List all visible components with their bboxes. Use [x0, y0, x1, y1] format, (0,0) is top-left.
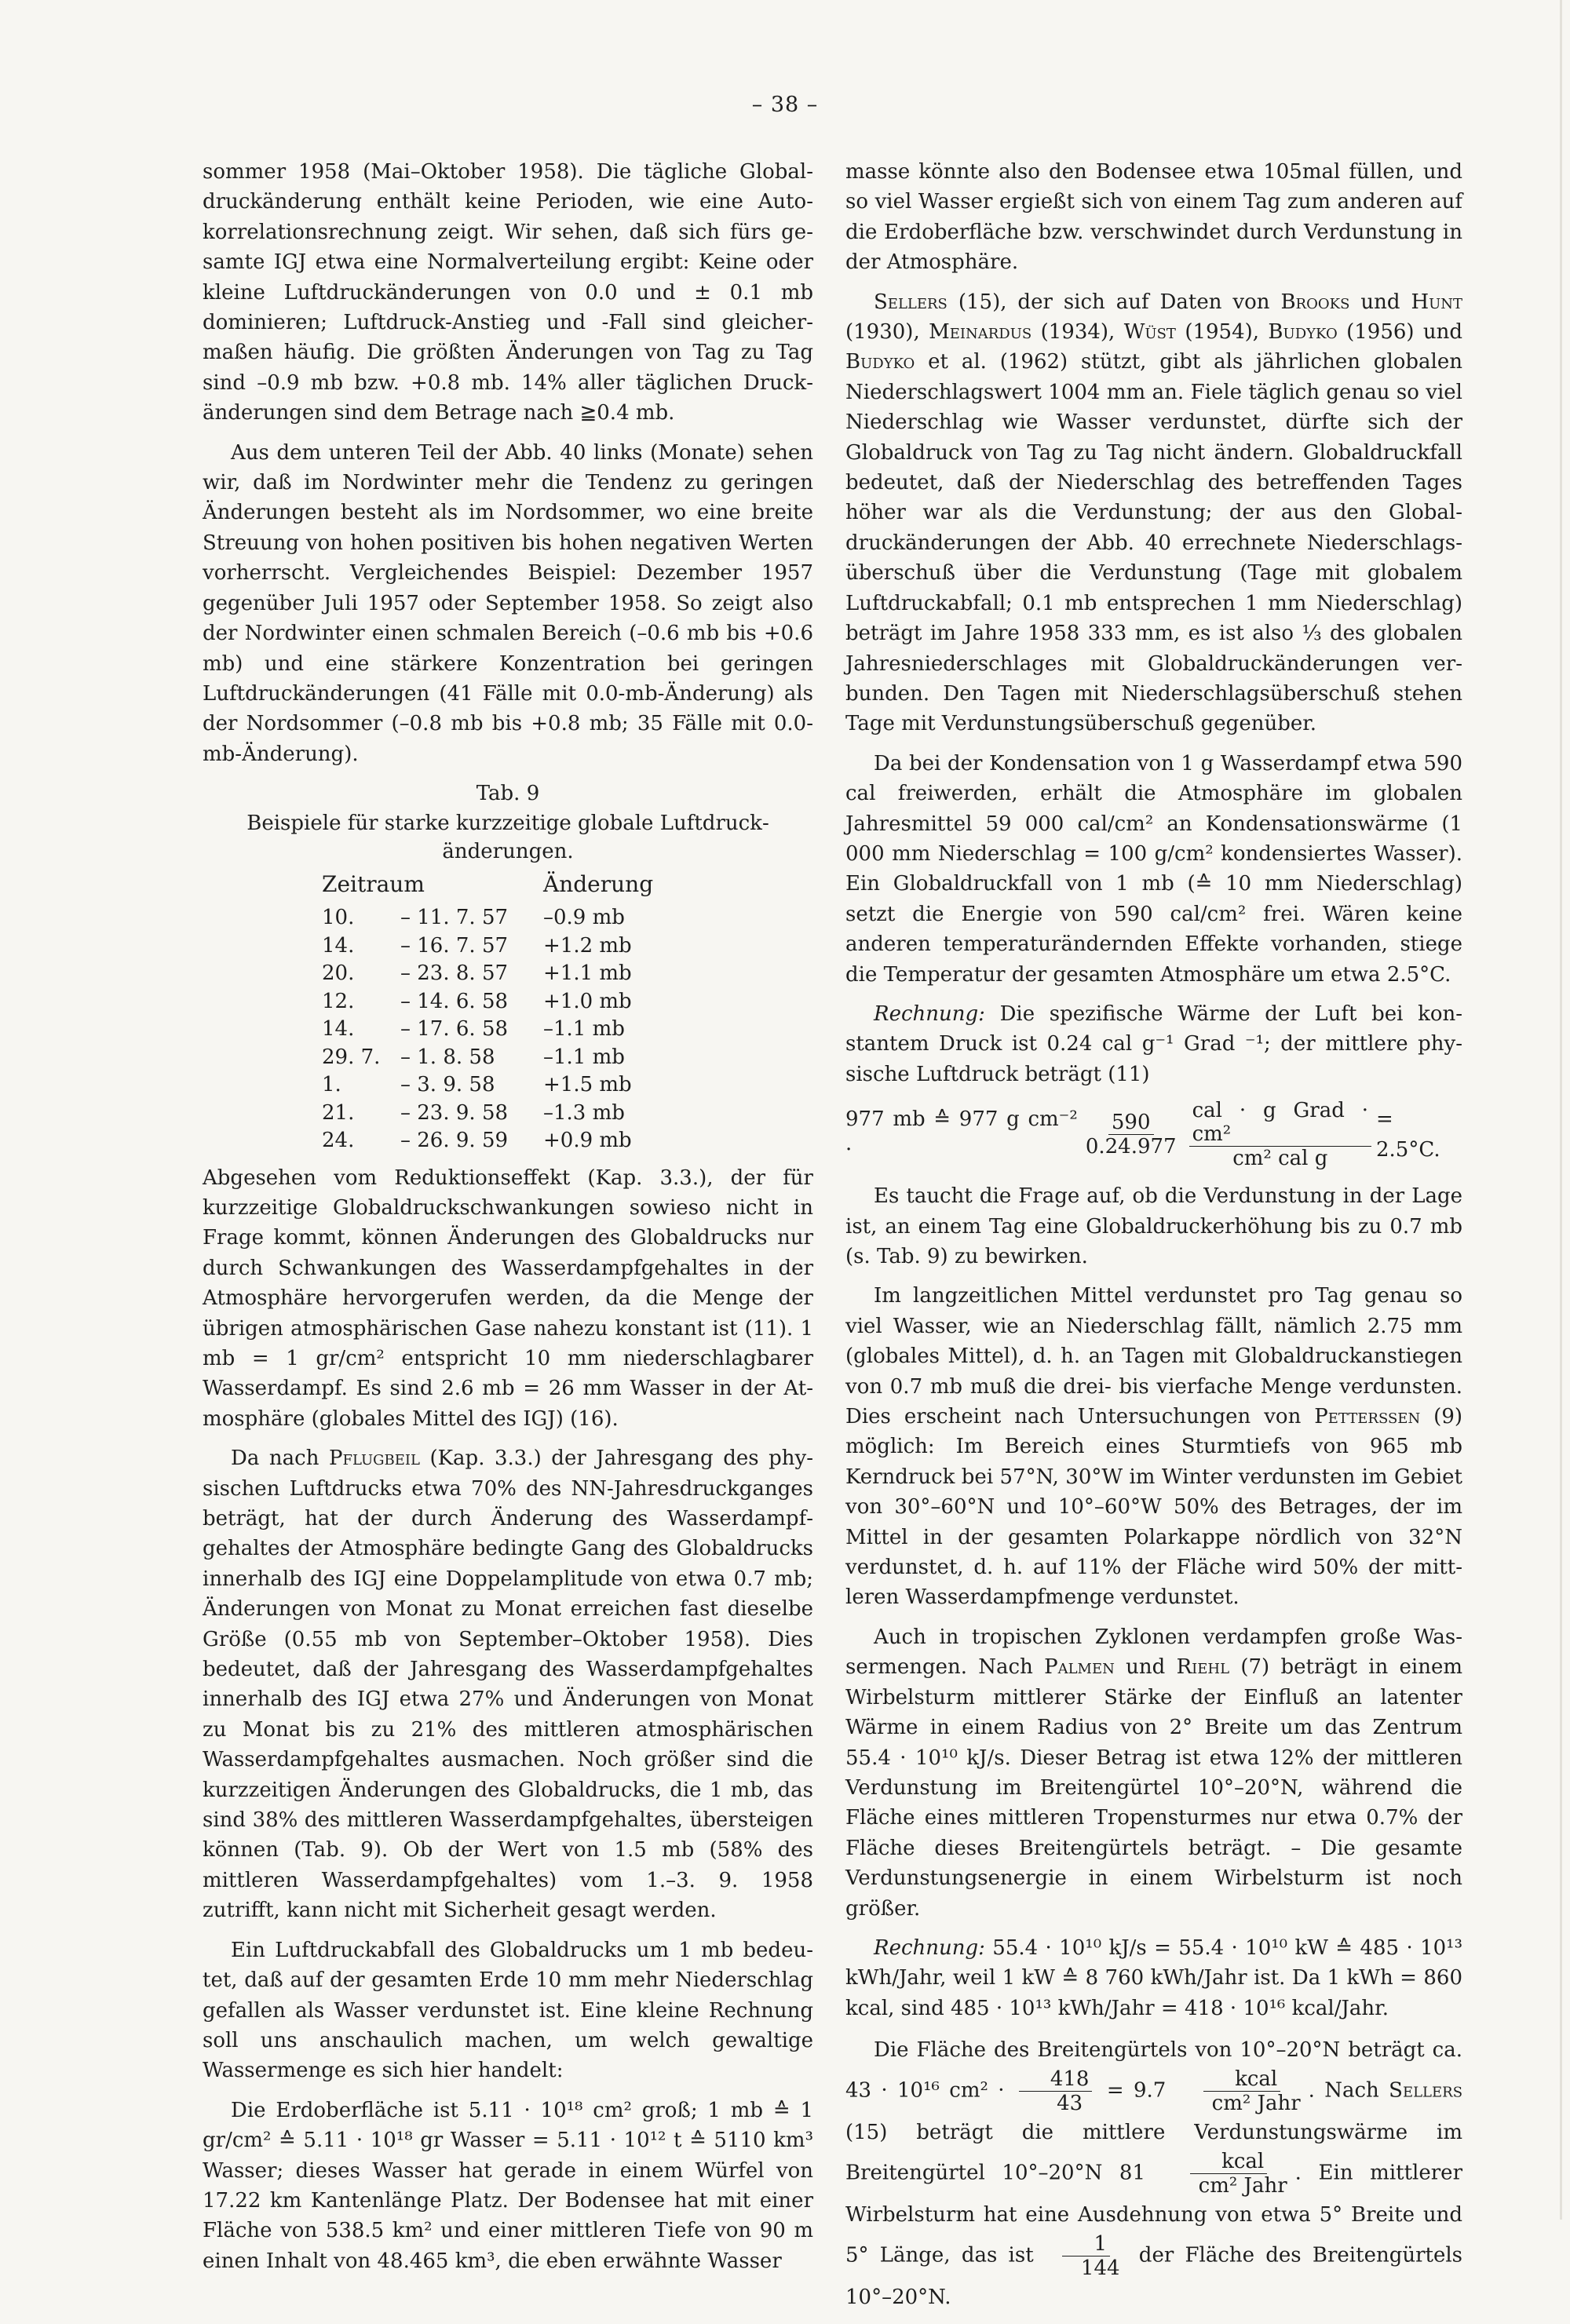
table-row: 1. – 3. 9. 58 +1.5 mb [322, 1073, 632, 1097]
table-caption: Beispiele für starke kurzzeitige globale Luftdruckänderungen. [246, 811, 769, 863]
paragraph: sommer 1958 (Mai–Oktober 1958). Die tägliche Globaldruckänderung enthält keine Perioden, wie eine Autokorrelationsrechnung zeigt. Wir sehen, daß sich fürs gesamte IGJ etwa eine Normalverteilung ergibt: Keine oder kleine Luftdruckänderungen von 0.0 und ± 0.1 mb dominieren; Luftdruck-Anstieg und -Fall sind gleichermaßen häufig. Die größten Änderungen von Tag zu Tag sind –0.9 mb bzw. +0.8 mb. 14% aller täglichen Druckänderungen sind dem Betrage nach ≧0.4 mb. [203, 160, 813, 425]
paragraph: Im langzeitlichen Mittel verdunstet pro Tag genau so viel Wasser, wie an Niederschlag fällt, nämlich 2.75 mm (globales Mittel), d. h. an Tagen mit Globaldruckanstiegen von 0.7 mb muß die drei- bis vierfache Menge verdunsten. Dies erscheint nach Untersuchungen von Petterssen (9) möglich: Im Bereich eines Sturmtiefs von 965 mb Kerndruck bei 57°N, 30°W im Winter verdunsten im Gebiet von 30°–60°N und 10°–60°W 50% des Betrages, der im Mittel in der gesamten Polarkappe nördlich von 32°N verdunstet, d. h. auf 11% der Fläche wird 50% der mittleren Wasserdampfmenge verdunstet. [845, 1284, 1463, 1610]
right-column [845, 157, 1462, 2324]
author-name: Riehl [1176, 1655, 1230, 1680]
paragraph: Es taucht die Frage auf, ob die Verdunstung in der Lage ist, an einem Tag eine Globaldruckerhöhung bis zu 0.7 mb (s. Tab. 9) zu bewirken. [845, 1184, 1462, 1268]
paragraph: Rechnung: 55.4 · 10¹⁰ kJ/s = 55.4 · 10¹⁰ kW ≙ 485 · 10¹³ kWh/Jahr, weil 1 kW ≙ 8 760 kWh/Jahr ist. Da 1 kWh = 860 kcal, sind 485 · 10¹³ kWh/Jahr = 418 · 10¹⁶ kcal/Jahr. [845, 1935, 1463, 2020]
fraction: $\frac{\text{cal · g Grad · cm²}}{\text{cm² cal g}}$ [1189, 1099, 1371, 1170]
author-name: Wüst [1123, 320, 1176, 345]
page-number: – 38 – [751, 93, 819, 117]
paragraph: masse könnte also den Bodensee etwa 105mal füllen, und so viel Wasser ergießt sich von einem Tag zum anderen auf die Erdoberfläche bzw. verschwindet durch Verdunstung in der Atmosphäre. [845, 160, 1462, 275]
pressure-change-table [322, 870, 653, 1155]
author-name: Sellers [874, 290, 947, 314]
table-row: 29. 7. – 1. 8. 58 –1.1 mb [322, 1045, 625, 1069]
author-name: Petterssen [1314, 1405, 1421, 1429]
fraction: $\frac{1}{144}$ [1050, 2232, 1123, 2280]
table-row: 12. – 14. 6. 58 +1.0 mb [322, 989, 632, 1013]
fraction: $\frac{\text{kcal}}{\text{cm² Jahr}}$ [1181, 2067, 1304, 2115]
author-name: Sellers [1389, 2078, 1463, 2103]
table-row: 10. – 11. 7. 57 –0.9 mb [322, 906, 625, 930]
table-header-period: Zeitraum [322, 870, 425, 897]
table-row: 24. – 26. 9. 59 +0.9 mb [322, 1129, 632, 1153]
fraction: $\frac{\text{kcal}}{\text{cm² Jahr}}$ [1167, 2150, 1291, 2198]
fraction: $\frac{590}{0.24.977}$ [1085, 1111, 1177, 1159]
paragraph: Sellers (15), der sich auf Daten von Brooks und Hunt (1930), Meinardus (1934), Wüst (1954), Budyko (1956) und Budyko et al. (1962) stützt, gibt als jährlichen globalen Niederschlagswert 1004 mm an. Fiele täglich genau so viel Niederschlag wie Wasser verdunstet, dürfte sich der Globaldruck von Tag zu Tag nicht ändern. Globaldruckfall bedeutet, daß der Niederschlag des betreffenden Tages höher war als die Verdunstung; der aus den Globaldruckänderungen der Abb. 40 errechnete Niederschlagsüberschuß über die Verdunstung (Tage mit globalem Luftdruckabfall; 0.1 mb entsprechen 1 mm Niederschlag) beträgt im Jahre 1958 333 mm, es ist also ⅓ des globalen Jahresniederschlages mit Globaldruckänderungen verbunden. Den Tagen mit Niederschlagsüberschuß stehen Tage mit Verdunstungsüberschuß gegenüber. [845, 290, 1463, 736]
author-name: Hunt [1411, 290, 1463, 314]
paragraph: Auch in tropischen Zyklonen verdampfen große Wassermengen. Nach Palmen und Riehl (7) beträgt in einem Wirbelsturm mittlerer Stärke der Einfluß an latenter Wärme in einem Radius von 2° Breite um das Zentrum 55.4 · 10¹⁰ kJ/s. Dieser Betrag ist etwa 12% der mittleren Verdunstung im Breitengürtel 10°–20°N, während die Fläche eines mittleren Tropensturmes nur etwa 0.7% der Fläche dieses Breitengürtels beträgt. – Die gesamte Verdunstungsenergie in einem Wirbelsturm ist noch größer. [845, 1625, 1463, 1921]
paragraph: Da bei der Kondensation von 1 g Wasserdampf etwa 590 cal freiwerden, erhält die Atmosphäre im globalen Jahresmittel 59 000 cal/cm² an Kondensationswärme (1 000 mm Niederschlag = 100 g/cm² kondensiertes Wasser). Ein Globaldruckfall von 1 mb (≙ 10 mm Niederschlag) setzt die Energie von 590 cal/cm² frei. Wären keine anderen temperaturändernden Effekte vorhanden, stiege die Temperatur der gesamten Atmosphäre um etwa 2.5°C. [845, 751, 1462, 987]
paragraph: Aus dem unteren Teil der Abb. 40 links (Monate) sehen wir, daß im Nordwinter mehr die Tendenz zu geringen Änderungen besteht als im Nordsommer, wo eine breite Streuung von hohen positiven bis hohen negativen Werten vorherrscht. Vergleichendes Beispiel: Dezember 1957 gegenüber Juli 1957 oder September 1958. So zeigt also der Nordwinter einen schmalen Bereich (–0.6 mb bis +0.6 mb) und eine stärkere Konzentration bei geringen Luftdruckänderungen (41 Fälle mit 0.0-mb-Änderung) als der Nordsommer (–0.8 mb bis +0.8 mb; 35 Fälle mit 0.0-mb-Änderung). [203, 440, 813, 766]
author-name: Palmen [1044, 1655, 1115, 1680]
formula-temperature: 977 mb ≙ 977 g cm⁻² · $\frac{590}{0.24.977}$ $\frac{\text{cal · g Grad · cm²}}{\text{cm² cal g}}$ = 2.5°C. [845, 1099, 1440, 1171]
calc-label: Rechnung: [874, 1001, 985, 1026]
paragraph: Da nach Pflugbeil (Kap. 3.3.) der Jahresgang des physischen Luftdrucks etwa 70% des NN-Jahresdruckganges beträgt, hat der durch Änderung des Wasserdampfgehaltes der Atmosphäre bedingte Gang des Globaldrucks innerhalb des IGJ eine Doppelamplitude von etwa 0.7 mb; Änderungen von Monat zu Monat erreichen fast dieselbe Größe (0.55 mb von September–Oktober 1958). Dies bedeutet, daß der Jahresgang des Wasserdampfgehaltes innerhalb des IGJ etwa 27% und Änderungen von Monat zu Monat bis zu 21% des mittleren atmosphärischen Wasserdampfgehaltes ausmachen. Noch größer sind die kurzzeitigen Änderungen des Globaldrucks, die 1 mb, das sind 38% des mittleren Wasserdampfgehaltes, übersteigen können (Tab. 9). Ob der Wert von 1.5 mb (58% des mittleren Wasserdampfgehaltes) vom 1.–3. 9. 1958 zutrifft, kann nicht mit Sicherheit gesagt werden. [203, 1447, 814, 1923]
paragraph: Die Fläche des Breitengürtels von 10°–20°N beträgt ca. 43 · 10¹⁶ cm² · $\frac{418}{43}$ = 9.7 $\frac{\text{kcal}}{\text{cm² Jahr}}$ . Nach Sellers (15) beträgt die mittlere Verdunstungswärme im Breitengürtel 10°–20°N 81 $\frac{\text{kcal}}{\text{cm² Jahr}}$ . Ein mittlerer Wirbelsturm hat eine Ausdehnung von etwa 5° Breite und 5° Länge, das ist $\frac{1}{144}$ der Fläche des Breitengürtels 10°–20°N. [845, 2038, 1463, 2310]
paragraph: Die Erdoberfläche ist 5.11 · 10¹⁸ cm² groß; 1 mb ≙ 1 gr/cm² ≙ 5.11 · 10¹⁸ gr Wasser = 5.11 · 10¹² t ≙ 5110 km³ Wasser; dieses Wasser hat gerade in einem Würfel von 17.22 km Kantenlänge Platz. Der Bodensee hat mit einer Fläche von 538.5 km² und einer mittleren Tiefe von 90 m einen Inhalt von 48.465 km³, die eben erwähnte Wasser [203, 2098, 813, 2273]
table-header-change: Änderung [543, 870, 654, 897]
author-name: Pflugbeil [329, 1447, 420, 1471]
table-row: 14. – 16. 7. 57 +1.2 mb [322, 933, 632, 958]
fraction: $\frac{418}{43}$ [1019, 2067, 1093, 2115]
scan-edge [1560, 0, 1562, 2220]
paragraph: Ein Luftdruckabfall des Globaldrucks um 1 mb bedeutet, daß auf der gesamten Erde 10 mm mehr Niederschlag gefallen als Wasser verdunstet ist. Eine kleine Rechnung soll uns anschaulich machen, um welch gewaltige Wassermenge es sich hier handelt: [203, 1938, 813, 2083]
table-row: 14. – 17. 6. 58 –1.1 mb [322, 1017, 625, 1042]
author-name: Brooks [1280, 290, 1350, 314]
left-column [203, 157, 813, 2286]
author-name: Budyko [1268, 320, 1338, 345]
table-row: 21. – 23. 9. 58 –1.3 mb [322, 1100, 625, 1125]
table-row: 20. – 23. 8. 57 +1.1 mb [322, 961, 632, 986]
table-title: Tab. 9 [476, 782, 540, 806]
author-name: Budyko [845, 350, 915, 374]
calc-label: Rechnung: [874, 1935, 985, 1960]
paragraph: Rechnung: Die spezifische Wärme der Luft bei konstantem Druck ist 0.24 cal g⁻¹ Grad ⁻¹; der mittlere physische Luftdruck beträgt (11) [845, 1001, 1463, 1086]
paragraph: Abgesehen vom Reduktionseffekt (Kap. 3.3.), der für kurzzeitige Globaldruckschwankungen sowieso nicht in Frage kommt, können Änderungen des Globaldrucks nur durch Schwankungen des Wasserdampfgehaltes in der Atmosphäre hervorgerufen werden, da die Menge der übrigen atmosphärischen Gase nahezu konstant ist (11). 1 mb = 1 gr/cm² entspricht 10 mm niederschlagbarer Wasserdampf. Es sind 2.6 mb = 26 mm Wasser in der Atmosphäre (globales Mittel des IGJ) (16). [203, 1166, 813, 1431]
author-name: Meinardus [929, 320, 1032, 345]
